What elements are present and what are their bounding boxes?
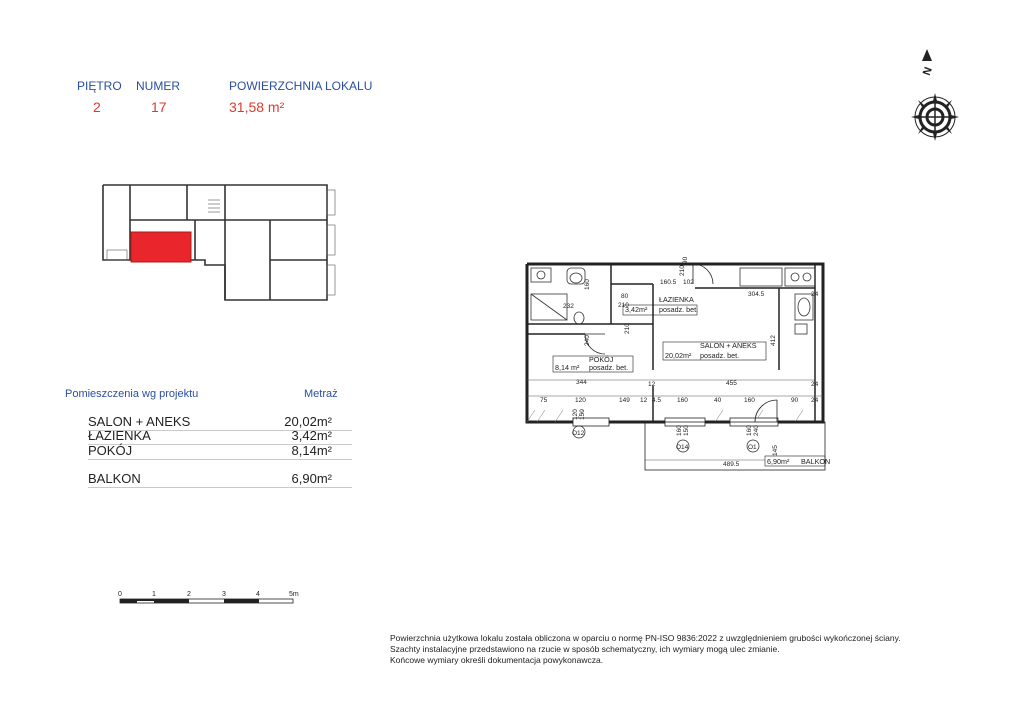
dim-160: 160	[584, 279, 591, 290]
room-row-pokoj	[88, 443, 352, 460]
key-plan	[95, 180, 340, 305]
room-label-lazienka-area: 3,42m²	[625, 305, 648, 314]
dim-90-b: 90	[791, 397, 799, 404]
dim-149: 149	[619, 397, 630, 404]
dim-160-b: 160	[677, 397, 688, 404]
dim-24-c: 24	[811, 397, 819, 404]
dim-120-b: 120	[572, 409, 579, 420]
room-row-balkon	[88, 471, 352, 488]
dim-102: 102	[683, 279, 694, 286]
scale-label-0: 0	[118, 591, 122, 598]
dim-120-a: 120	[575, 397, 586, 404]
dim-489-5: 489.5	[723, 461, 740, 468]
compass-rose	[895, 45, 985, 155]
dim-150-a: 150	[579, 409, 586, 420]
room-area: 6,90m²	[291, 471, 332, 486]
dim-412: 412	[770, 335, 777, 346]
scale-label-4: 4	[256, 591, 260, 598]
room-name: ŁAZIENKA	[88, 428, 151, 443]
room-label-lazienka-floor: posadz. bet.	[659, 305, 699, 314]
window-tag-o14: O14	[676, 444, 689, 451]
scale-label-3: 3	[222, 591, 226, 598]
note-line: Szachty instalacyjne przedstawiono na rzucie w sposób schematyczny, ich wymiary mogą ulec zmianie.	[390, 644, 780, 654]
scale-bar	[118, 598, 298, 604]
room-area: 3,42m²	[291, 428, 332, 443]
dim-12-b: 12	[648, 381, 656, 388]
dim-160-c: 160	[744, 397, 755, 404]
north-arrow-icon	[922, 49, 932, 61]
room-label-balkon-name: BALKON	[801, 457, 830, 466]
apartment-highlight	[131, 232, 191, 262]
room-label-lazienka-name: ŁAZIENKA	[659, 295, 694, 304]
dim-304-5: 304.5	[748, 291, 765, 298]
dim-12-a: 12	[640, 397, 648, 404]
room-label-pokoj-name: POKÓJ	[589, 355, 614, 364]
dim-240: 240	[584, 335, 591, 346]
scale-label-2: 2	[187, 591, 191, 598]
dim-80: 80	[621, 293, 629, 300]
room-label-pokoj-area: 8,14 m²	[555, 363, 580, 372]
room-area: 8,14m²	[291, 443, 332, 458]
floor-label: PIĘTRO	[77, 79, 122, 93]
area-value: 31,58 m²	[229, 99, 285, 115]
apartment-floor-plan	[515, 250, 830, 475]
rooms-table-title: Pomieszczenia wg projektu	[65, 388, 199, 400]
room-label-salon-name: SALON + ANEKS	[700, 341, 757, 350]
room-name: SALON + ANEKS	[88, 414, 191, 429]
scale-label-5: 5m	[289, 591, 299, 598]
window-tag-o1: O1	[748, 444, 757, 451]
dim-150-b: 150	[683, 425, 690, 436]
window-tag-o12: O12	[572, 430, 585, 437]
dim-240-b: 240	[753, 425, 760, 436]
room-name: POKÓJ	[88, 443, 133, 458]
room-area: 20,02m²	[284, 414, 332, 429]
dim-4-5: 4.5	[652, 397, 662, 404]
dim-160-5: 160.5	[660, 279, 677, 286]
dim-210-c: 210	[624, 323, 631, 334]
room-name: BALKON	[88, 471, 141, 486]
dim-160-d: 160	[676, 425, 683, 436]
room-label-salon-floor: posadz. bet.	[700, 351, 740, 360]
area-label: POWIERZCHNIA LOKALU	[229, 79, 373, 93]
dim-40: 40	[714, 397, 722, 404]
dim-160-e: 160	[746, 425, 753, 436]
room-label-pokoj-floor: posadz. bet.	[589, 363, 629, 372]
note-line: Końcowe wymiary określi dokumentacja powykonawcza.	[390, 655, 604, 665]
dim-232: 232	[563, 303, 574, 310]
note-line: Powierzchnia użytkowa lokalu została obliczona w oparciu o normę PN-ISO 9836:2022 z uwzględnieniem grubości wykończonej ściany.	[390, 633, 901, 643]
metric-title: Metraż	[304, 388, 338, 400]
notes	[390, 633, 970, 666]
number-value: 17	[151, 99, 167, 115]
scale-label-1: 1	[152, 591, 156, 598]
dim-90: 90	[682, 256, 689, 264]
number-label: NUMER	[136, 79, 180, 93]
room-label-balkon-area: 6,90m²	[767, 457, 790, 466]
north-letter: N	[920, 65, 935, 78]
room-label-salon-area: 20,02m²	[665, 351, 692, 360]
dim-24-a: 24	[811, 291, 819, 298]
dim-75: 75	[540, 397, 548, 404]
dim-210-a: 210	[618, 302, 629, 309]
dim-145: 145	[772, 445, 779, 456]
dim-455: 455	[726, 380, 737, 387]
dim-344: 344	[576, 379, 587, 386]
dim-24-b: 24	[811, 381, 819, 388]
dim-210-b: 210	[679, 265, 686, 276]
floor-value: 2	[93, 99, 101, 115]
